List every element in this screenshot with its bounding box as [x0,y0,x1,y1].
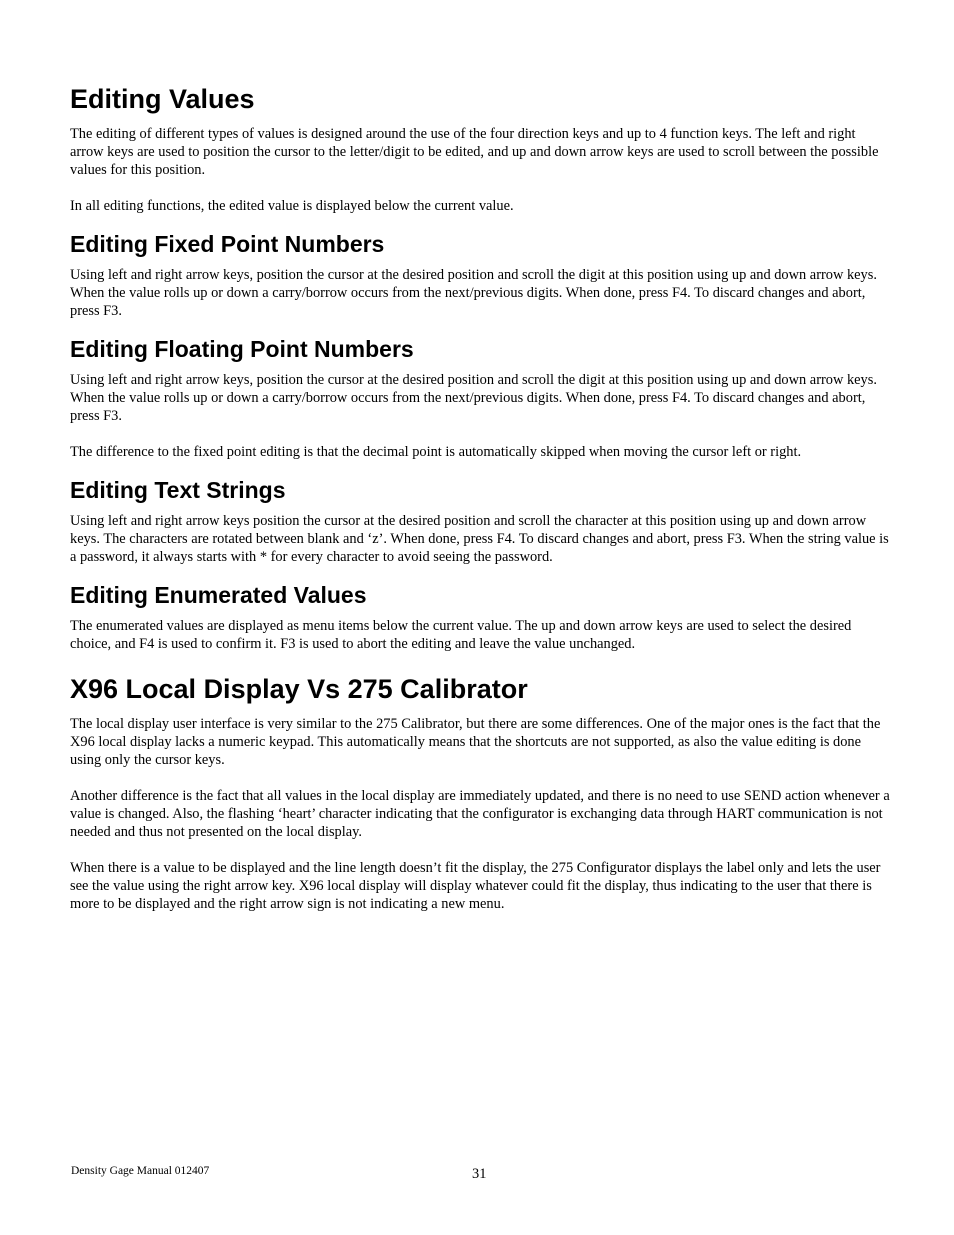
heading-text-strings: Editing Text Strings [70,477,286,503]
heading-editing-values: Editing Values [70,84,255,114]
paragraph-x96-keypad: The local display user interface is very similar to the 275 Calibrator, but there are some differences. One of the major ones is the fact that the X96 local display lacks a numeric keypad. This automatically means that the shortcuts are not supported, as also the value editing is done using only the cursor keys. [70,716,881,768]
paragraph-editing-values-intro: The editing of different types of values is designed around the use of the four direction keys and up to 4 function keys. The left and right arrow keys are used to position the cursor to the letter/digit to be edited, and up and down arrow keys are used to scroll between the possible values for this position. [70,126,879,178]
paragraph-editing-values-display: In all editing functions, the edited value is displayed below the current value. [70,198,514,214]
footer-document-name: Density Gage Manual 012407 [71,1165,210,1177]
heading-fixed-point: Editing Fixed Point Numbers [70,231,385,257]
paragraph-floating-point: Using left and right arrow keys, position the cursor at the desired position and scroll the digit at this position using up and down arrow keys. When the value rolls up or down a carry/borrow occurs from the next/previous digits. When done, press F4. To discard changes and abort, press F3. [70,372,877,424]
paragraph-text-strings: Using left and right arrow keys position the cursor at the desired position and scroll the character at this position using up and down arrow keys. The characters are rotated between blank and ‘z’. When done, press F4. To discard changes and abort, press F3. When the string value is a password, it always starts with * for every character to avoid seeing the password. [70,513,889,565]
footer-page-number: 31 [472,1166,487,1182]
heading-x96-vs-275: X96 Local Display Vs 275 Calibrator [70,674,528,704]
heading-floating-point: Editing Floating Point Numbers [70,336,414,362]
paragraph-enumerated-values: The enumerated values are displayed as menu items below the current value. The up and down arrow keys are used to select the desired choice, and F4 is used to confirm it. F3 is used to abort the editing and leave the value unchanged. [70,618,852,652]
paragraph-fixed-point: Using left and right arrow keys, position the cursor at the desired position and scroll the digit at this position using up and down arrow keys. When the value rolls up or down a carry/borrow occurs from the next/previous digits. When done, press F4. To discard changes and abort, press F3. [70,267,877,319]
paragraph-x96-line-length: When there is a value to be displayed and the line length doesn’t fit the display, the 275 Configurator displays the label only and lets the user see the value using the right arrow key. X96 local display will display whatever could fit the display, thus indicating to the user that there is more to be displayed and the right arrow sign is not indicating a new menu. [70,860,881,912]
paragraph-floating-point-difference: The difference to the fixed point editing is that the decimal point is automatically skipped when moving the cursor left or right. [70,444,802,460]
heading-enumerated-values: Editing Enumerated Values [70,582,367,608]
paragraph-x96-updates: Another difference is the fact that all values in the local display are immediately updated, and there is no need to use SEND action whenever a value is changed. Also, the flashing ‘heart’ character indicating that the configurator is exchanging data through HART communication is not needed and thus not presented on the local display. [70,788,890,840]
document-page [70,82,892,913]
